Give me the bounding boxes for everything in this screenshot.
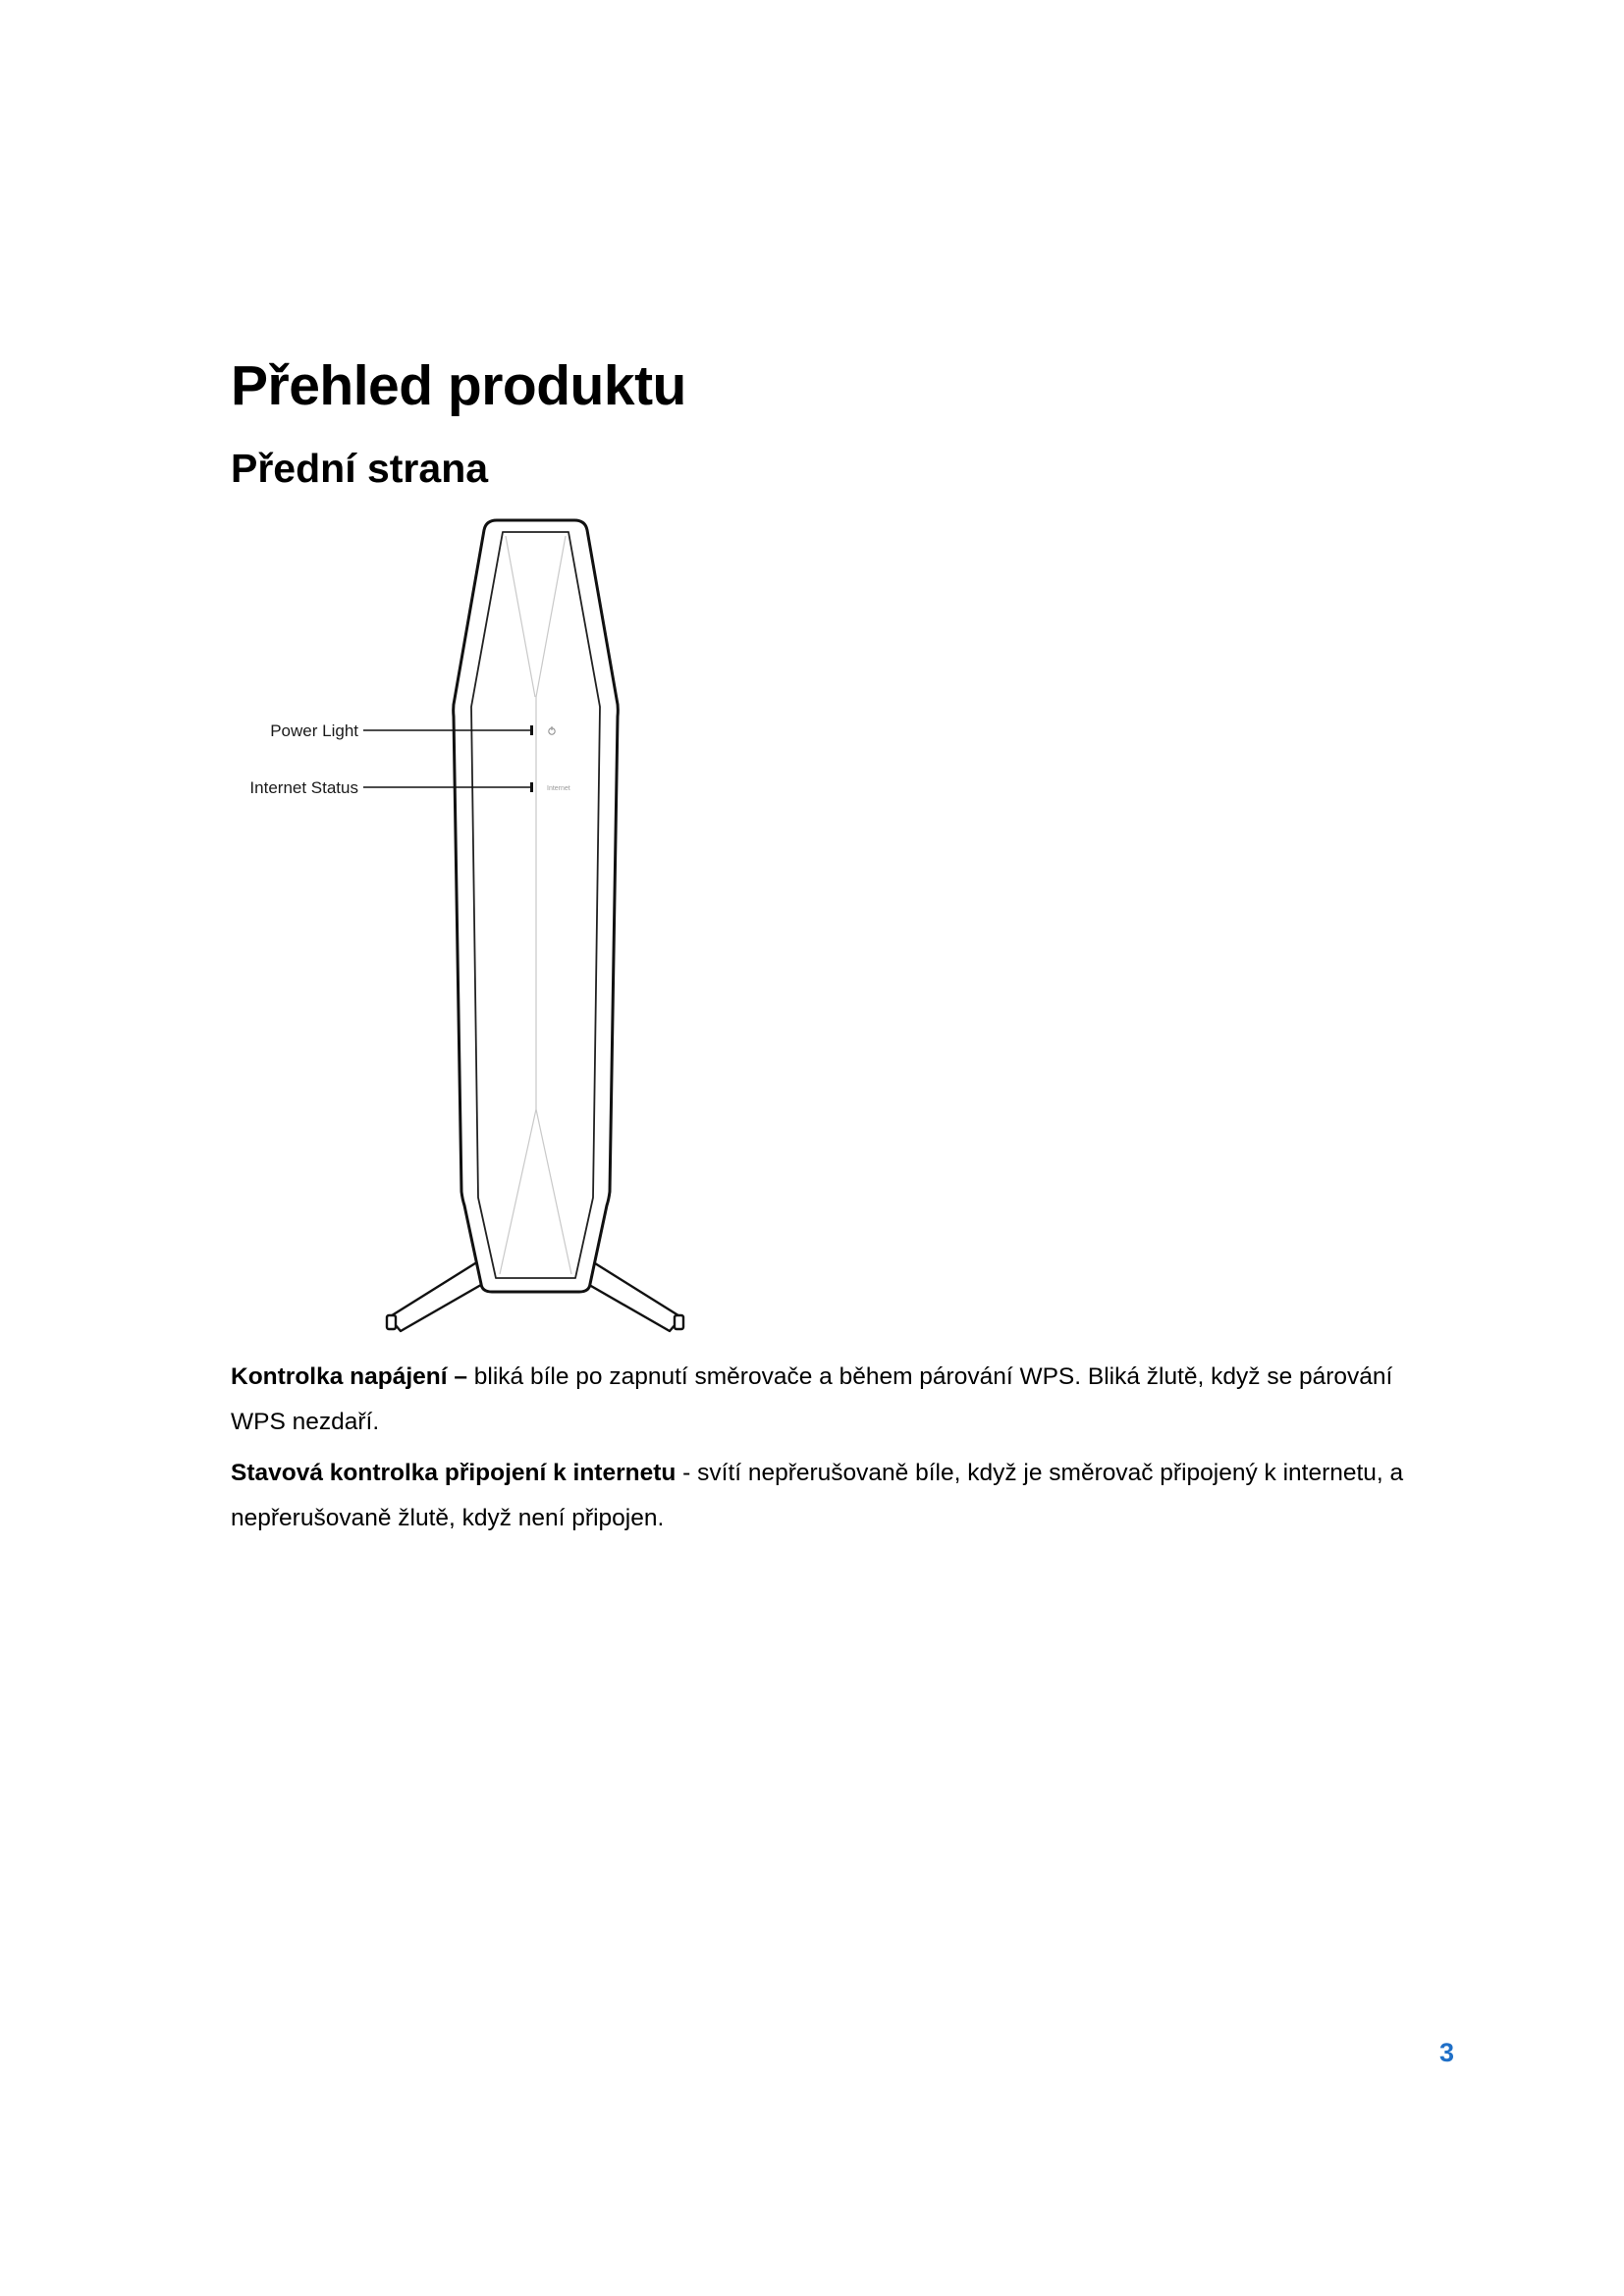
internet-status-description xyxy=(231,1451,1438,1541)
internet-status-led xyxy=(530,782,533,792)
power-light-led xyxy=(530,725,533,735)
power-light-description xyxy=(231,1355,1438,1445)
stand-left-foot xyxy=(387,1315,396,1329)
callout-internet-status: Internet Status xyxy=(249,778,358,797)
page-number: 3 xyxy=(1439,2038,1455,2067)
router-illustration xyxy=(226,510,697,1355)
power-light-text: bliká bíle po zapnutí směrovače a během párování WPS. Bliká žlutě, když se párování WPS nezdaří. xyxy=(231,1363,1393,1435)
stand-right-foot xyxy=(675,1315,683,1329)
page-title: Přehled produktu xyxy=(231,354,686,417)
device-internet-label: Internet xyxy=(547,785,570,792)
internet-status-term: Stavová kontrolka připojení k internetu xyxy=(231,1460,677,1486)
section-title: Přední strana xyxy=(231,446,489,491)
callout-power-light: Power Light xyxy=(270,721,358,740)
router-front-diagram xyxy=(226,510,697,1355)
internet-status-text: - svítí nepřerušovaně bíle, když je směrovač připojený k internetu, a nepřerušovaně žlutě, když není připojen. xyxy=(231,1460,1404,1531)
power-light-term: Kontrolka napájení – xyxy=(231,1363,467,1390)
